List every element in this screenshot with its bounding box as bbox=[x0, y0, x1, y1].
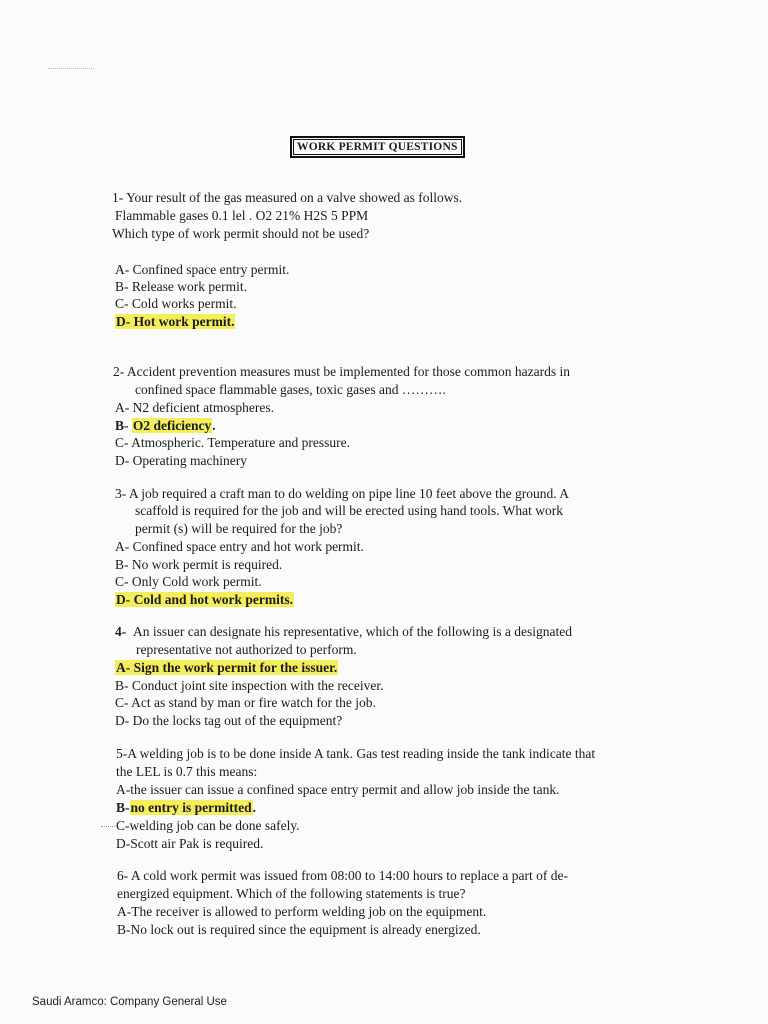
q4-line-1-text: An issuer can designate his representative, which of the following is a designated bbox=[133, 624, 573, 639]
q1-option-c: C- Cold works permit. bbox=[115, 296, 237, 311]
q2-line-2: confined space flammable gases, toxic gases and ………. bbox=[135, 382, 446, 397]
q2-option-c: C- Atmospheric. Temperature and pressure. bbox=[115, 435, 350, 450]
q3-line-3: permit (s) will be required for the job? bbox=[135, 521, 343, 536]
q3-answer-highlight: D- Cold and hot work permits. bbox=[116, 592, 294, 607]
q4-option-d: D- Do the locks tag out of the equipment? bbox=[115, 713, 343, 728]
q2-line-1: 2- Accident prevention measures must be implemented for those common hazards in bbox=[113, 364, 570, 379]
q1-option-a: A- Confined space entry permit. bbox=[115, 262, 290, 277]
q3-option-b: B- No work permit is required. bbox=[115, 557, 283, 572]
q6-option-a: A-The receiver is allowed to perform welding job on the equipment. bbox=[117, 904, 487, 919]
q5-option-b bbox=[116, 799, 256, 816]
q2-option-b-prefix: B- bbox=[115, 418, 129, 433]
q1-line-3: Which type of work permit should not be used? bbox=[112, 226, 370, 241]
q3-option-c: C- Only Cold work permit. bbox=[115, 574, 262, 589]
q6-option-b: B-No lock out is required since the equipment is already energized. bbox=[117, 922, 481, 937]
q3-option-d bbox=[115, 591, 294, 608]
q5-line-1: 5-A welding job is to be done inside A tank. Gas test reading inside the tank indicate that bbox=[116, 746, 596, 761]
q5-option-c: C-welding job can be done safely. bbox=[116, 818, 300, 833]
q1-option-d bbox=[115, 313, 235, 330]
q2-answer-highlight: O2 deficiency bbox=[132, 418, 212, 433]
q3-line-2: scaffold is required for the job and will be erected using hand tools. What work bbox=[135, 503, 564, 518]
q1-option-b: B- Release work permit. bbox=[115, 279, 247, 294]
q4-option-b: B- Conduct joint site inspection with the receiver. bbox=[115, 678, 384, 693]
q6-line-1: 6- A cold work permit was issued from 08:00 to 14:00 hours to replace a part of de- bbox=[117, 868, 569, 883]
title-box bbox=[290, 136, 465, 158]
q5-option-b-suffix: . bbox=[252, 800, 256, 815]
q6-line-2: energized equipment. Which of the following statements is true? bbox=[117, 886, 466, 901]
q2-option-a: A- N2 deficient atmospheres. bbox=[115, 400, 274, 415]
classification-footer: Saudi Aramco: Company General Use bbox=[32, 996, 227, 1008]
scan-artifact bbox=[48, 68, 94, 71]
q1-line-2: Flammable gases 0.1 lel . O2 21% H2S 5 PPM bbox=[115, 208, 369, 223]
q4-option-c: C- Act as stand by man or fire watch for the job. bbox=[115, 695, 376, 710]
q5-answer-highlight: no entry is permitted bbox=[130, 800, 252, 815]
q5-option-b-prefix: B- bbox=[116, 800, 130, 815]
q5-option-a: A-the issuer can issue a confined space entry permit and allow job inside the tank. bbox=[116, 782, 560, 797]
q2-option-b-suffix: . bbox=[212, 418, 216, 433]
scan-artifact-dash bbox=[101, 826, 115, 827]
q1-line-1: 1- Your result of the gas measured on a valve showed as follows. bbox=[112, 190, 463, 205]
q4-answer-highlight: A- Sign the work permit for the issuer. bbox=[116, 660, 338, 675]
q1-answer-highlight: D- Hot work permit. bbox=[116, 314, 235, 329]
q3-line-1: 3- A job required a craft man to do welding on pipe line 10 feet above the ground. A bbox=[115, 486, 570, 501]
q2-option-d: D- Operating machinery bbox=[115, 453, 247, 468]
q5-option-d: D-Scott air Pak is required. bbox=[116, 836, 264, 851]
q4-line-2: representative not authorized to perform. bbox=[136, 642, 357, 657]
q3-option-a: A- Confined space entry and hot work permit. bbox=[115, 539, 364, 554]
page-title: WORK PERMIT QUESTIONS bbox=[293, 139, 462, 155]
q4-line-1 bbox=[115, 623, 572, 640]
q4-option-a bbox=[115, 659, 338, 676]
q4-number: 4- bbox=[115, 624, 127, 639]
q2-option-b bbox=[115, 417, 216, 434]
q5-line-2: the LEL is 0.7 this means: bbox=[116, 764, 258, 779]
